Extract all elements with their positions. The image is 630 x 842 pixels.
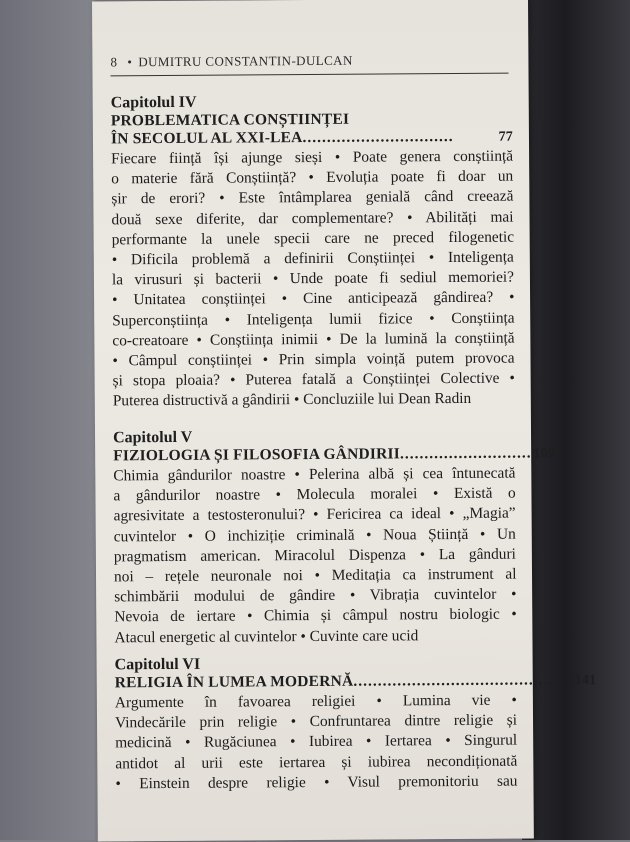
chapter-page-number: 77 <box>498 129 514 145</box>
summary-line: • Câmpul conștiinței • Prin simpla voință putem provoca <box>112 349 515 370</box>
summary-line: Chimia gândurilor noastre • Pelerina albă și cea întunecată <box>113 464 516 485</box>
summary-line: • Unitatea conștiinței • Cine anticipează gândirea? • <box>112 289 515 309</box>
chapter-title-line: ÎN SECOLUL AL XXI-LEA <box>110 129 303 148</box>
chapter-6 <box>114 654 597 795</box>
summary-line: • Dificila problemă a definirii Conștiinței • Inteligența <box>111 248 514 269</box>
chapter-page-number: 141 <box>574 673 597 689</box>
summary-line: Argumente în favoarea religiei • Lumina vie • <box>114 691 517 712</box>
summary-line: pragmatism american. Miracolul Dispenza • La gânduri <box>113 545 516 566</box>
summary-line: Vindecările prin religie • Confruntarea dintre religie și <box>114 711 518 732</box>
page-number: 8 <box>110 54 118 70</box>
summary-line: agresivitate a testosteronului? • Fericirea ca ideal • „Magia” <box>113 504 516 525</box>
summary-line: Superconștiința • Inteligența lumii fizice • Conștiința <box>112 309 515 330</box>
chapter-label: Capitolul IV <box>110 93 197 112</box>
summary-line: două sexe diferite, dar complementare? • Abilități mai <box>111 208 514 229</box>
summary-line: performante la unele specii care ne preced filogenetic <box>111 228 515 249</box>
summary-line: antidot al urii este iertarea și iubirea necondiționată <box>115 752 518 772</box>
chapter-4 <box>111 92 515 412</box>
summary-line: schimbării modului de gândire • Vibrația cuvintelor • <box>114 585 517 606</box>
background-left <box>0 0 95 840</box>
summary-line: o materie fără Conștiință? • Evoluția poate fi doar un <box>111 167 514 188</box>
chapter-summary <box>115 691 518 795</box>
background-right-shadow <box>522 0 630 840</box>
header-rule <box>111 73 509 77</box>
summary-line: cuvintelor • O inchiziție criminală • Noua Știință • Un <box>113 525 516 545</box>
summary-line: Fiecare ființă își ajunge sieși • Poate genera conștiință <box>111 147 514 168</box>
header-separator: • <box>127 54 133 70</box>
summary-line: Nevoia de iertare • Chimia și câmpul nostru biologic • <box>114 605 517 626</box>
chapter-title-line: PROBLEMATICA CONȘTIINȚEI <box>110 110 350 130</box>
book-page <box>92 0 597 842</box>
summary-line: a gândurilor noastre • Molecula moralei • Există o <box>113 484 516 505</box>
chapter-page-number: 109 <box>533 446 556 462</box>
chapter-title-line: FIZIOLOGIA ȘI FILOSOFIA GÂNDIRII <box>113 445 400 465</box>
summary-line: medicină • Rugăciunea • Iubirea • Iertarea • Singurul <box>115 731 518 752</box>
chapter-title-line: RELIGIA ÎN LUMEA MODERNĂ <box>114 672 354 692</box>
leader-dots: ........................... <box>399 444 532 463</box>
summary-line: • Einstein despre religie • Visul premonitoriu sau <box>115 772 518 793</box>
chapter-5 <box>112 427 556 649</box>
summary-line: noi – rețele neuronale noi • Meditația ca instrument al <box>113 565 517 586</box>
summary-line: co-creatoare • Conștiința inimii • De la lumină la conștiință <box>112 329 515 350</box>
chapter-label: Capitolul VI <box>114 655 201 674</box>
chapter-summary <box>113 464 516 649</box>
leader-dots: ............................................. <box>353 671 573 690</box>
summary-line: și stopa ploaia? • Puterea fatală a Conștiinței Colective • <box>112 369 515 390</box>
author-name: DUMITRU CONSTANTIN-DULCAN <box>138 52 353 70</box>
chapter-label: Capitolul V <box>112 428 193 447</box>
leader-dots: ............................... <box>302 128 454 147</box>
summary-line: șir de erori? • Este întâmplarea genială când creează <box>111 187 514 208</box>
summary-line: Atacul energetic al cuvintelor • Cuvinte care ucid <box>114 626 419 647</box>
chapter-summary <box>111 147 515 412</box>
running-head <box>110 52 510 71</box>
summary-line: Puterea distructivă a gândirii • Concluziile lui Dean Radin <box>112 390 472 410</box>
summary-line: la virusuri și bacterii • Unde poate fi sediul memoriei? <box>111 268 515 289</box>
